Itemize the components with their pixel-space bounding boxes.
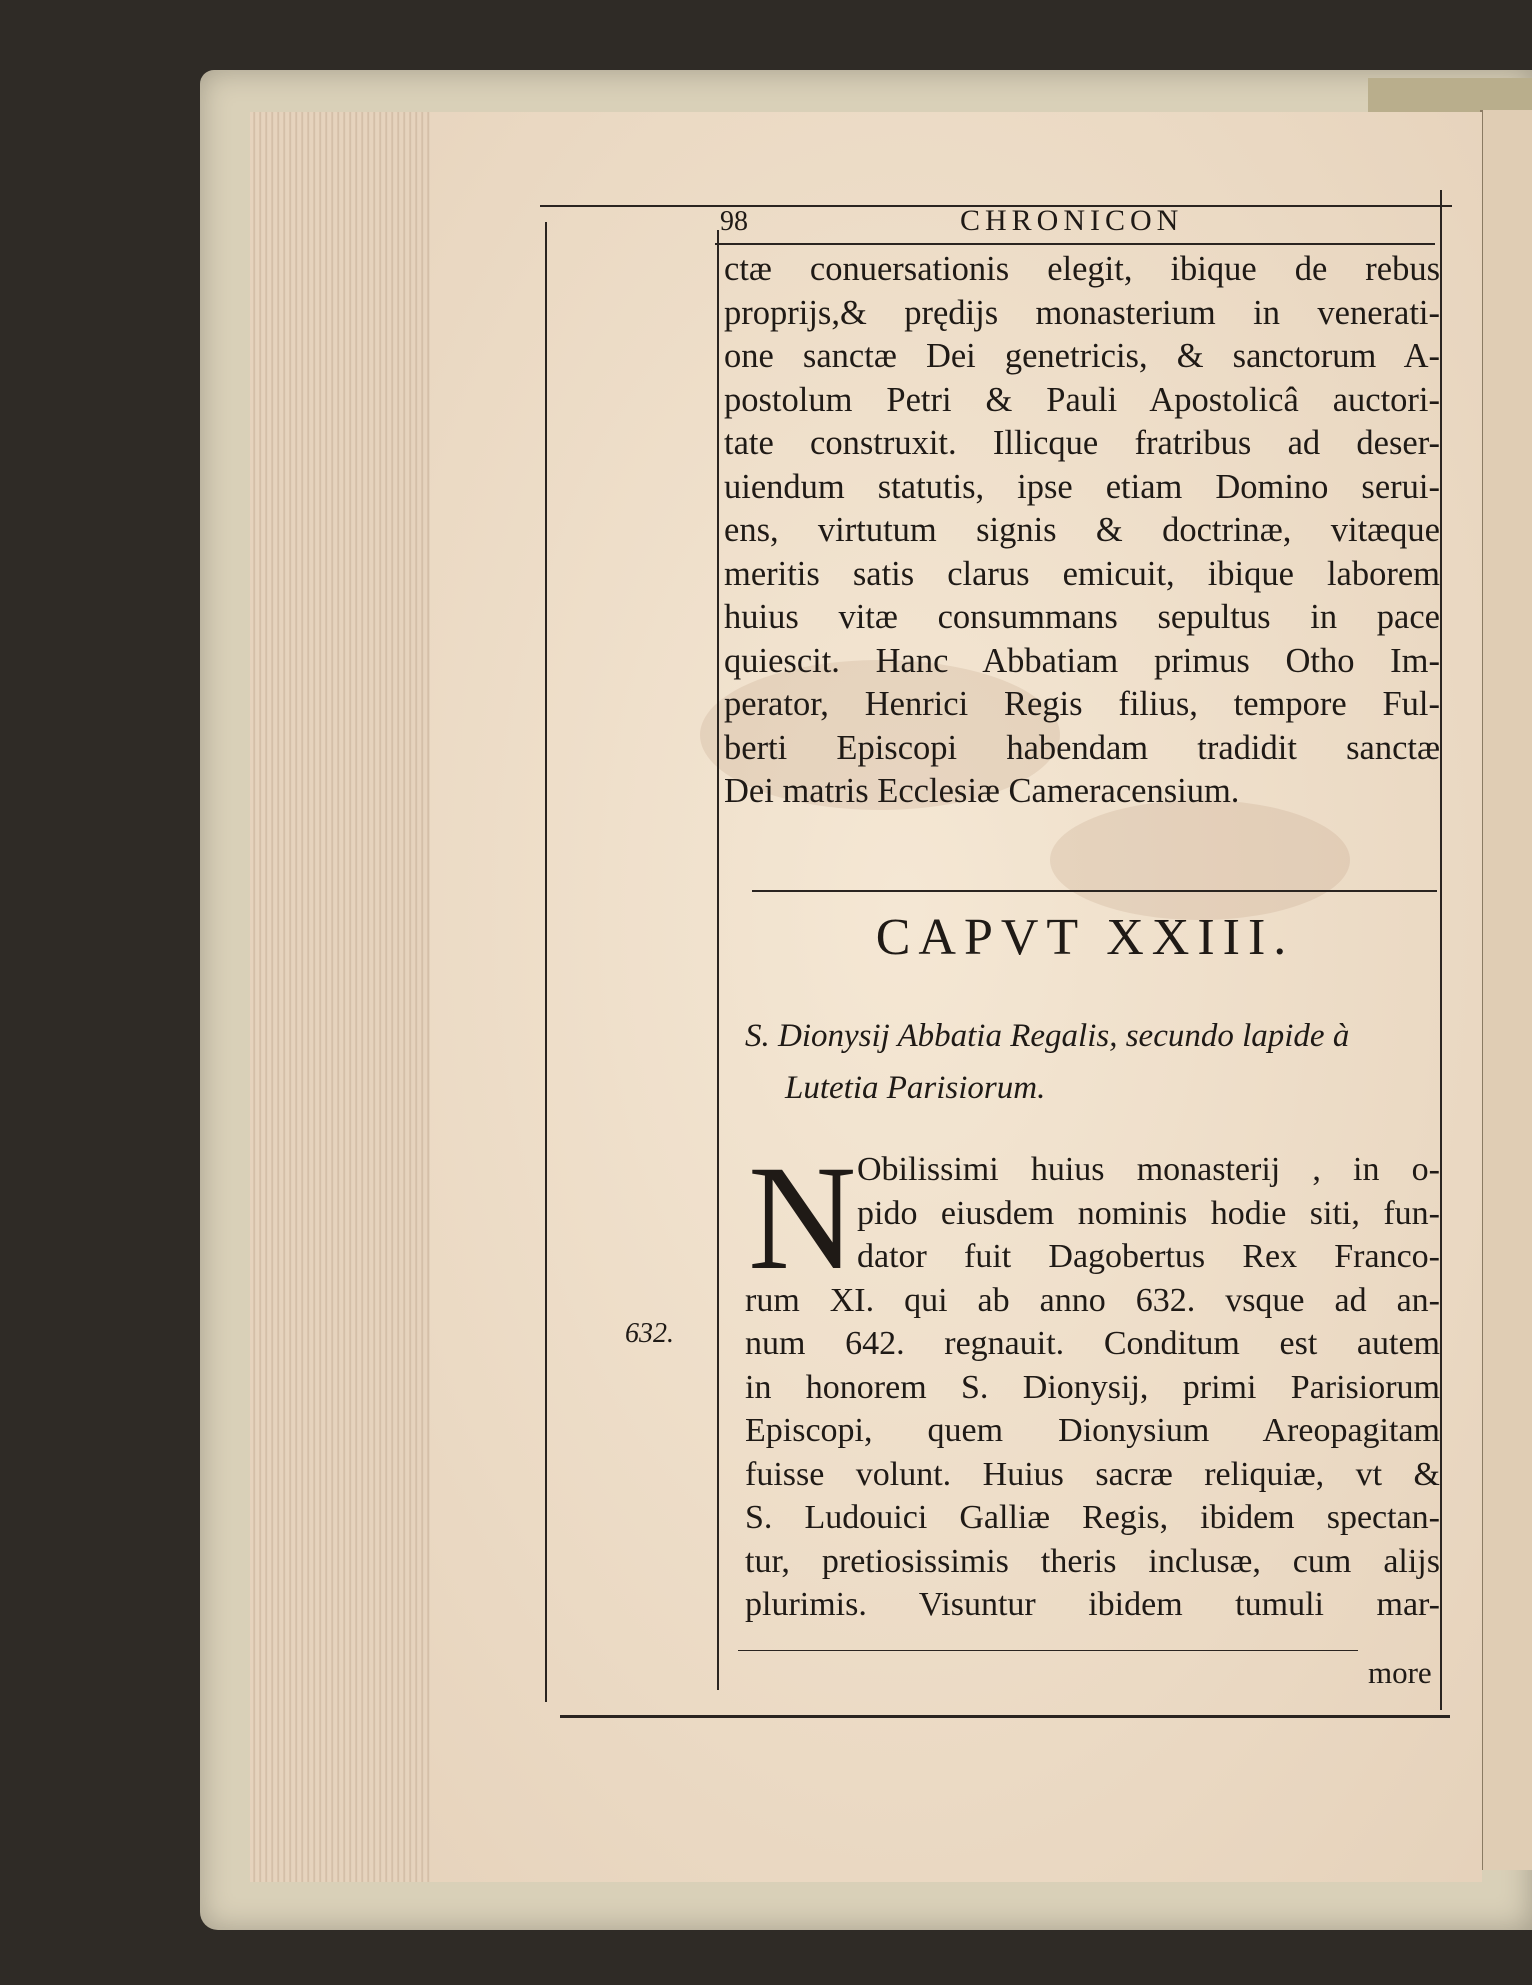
text-line: perator, Henrici Regis filius, tempore Ful-	[724, 685, 1440, 723]
text-line: pido eiusdem nominis hodie siti, fun-	[857, 1194, 1440, 1232]
drop-cap: N	[748, 1135, 857, 1301]
paragraph-1	[724, 248, 1440, 814]
subtitle-line: S. Dionysij Abbatia Regalis, secundo lapide à	[745, 1018, 1350, 1054]
paragraph-2	[745, 1135, 1440, 1627]
text-line: tate construxit. Illicque fratribus ad deser-	[724, 424, 1440, 462]
text-line: in honorem S. Dionysij, primi Parisiorum	[745, 1368, 1440, 1406]
page-block-edge	[250, 112, 440, 1882]
text-line: meritis satis clarus emicuit, ibique laborem	[724, 554, 1440, 593]
text-line: plurimis. Visuntur ibidem tumuli mar-	[745, 1586, 1440, 1623]
text-line: Obilissimi huius monasterij , in o-	[857, 1151, 1440, 1188]
text-line: Episcopi, quem Dionysium Areopagitam	[745, 1412, 1440, 1449]
frame-left-rule	[545, 222, 547, 1702]
catchword: more	[1368, 1655, 1432, 1690]
text-line: ctæ conuersationis elegit, ibique de rebus	[724, 250, 1440, 288]
footer-rule	[738, 1650, 1358, 1651]
text-line: S. Ludouici Galliæ Regis, ibidem spectan-	[745, 1499, 1440, 1536]
page-header	[720, 202, 1440, 244]
running-head: CHRONICON	[960, 204, 1184, 237]
text-line: quiescit. Hanc Abbatiam primus Otho Im-	[724, 641, 1440, 680]
facing-page-edge	[1480, 110, 1532, 1870]
page-number: 98	[720, 206, 748, 237]
text-line: uiendum statutis, ipse etiam Domino serui-	[724, 467, 1440, 506]
text-line: ens, virtutum signis & doctrinæ, vitæque	[724, 511, 1440, 549]
text-line: proprijs,& prędijs monasterium in venerati-	[724, 293, 1440, 332]
text-line: tur, pretiosissimis theris inclusæ, cum alijs	[745, 1542, 1440, 1580]
section-rule	[752, 890, 1437, 892]
text-line: Dei matris Ecclesiæ Cameracensium.	[724, 772, 1240, 810]
text-line: dator fuit Dagobertus Rex Franco-	[857, 1238, 1440, 1275]
text-line: berti Episcopi habendam tradidit sanctæ	[724, 728, 1440, 767]
text-line: rum XI. qui ab anno 632. vsque ad an-	[745, 1281, 1440, 1319]
text-line: num 642. regnauit. Conditum est autem	[745, 1325, 1440, 1362]
text-line: one sanctæ Dei genetricis, & sanctorum A-	[724, 337, 1440, 375]
frame-right-rule	[1440, 190, 1442, 1710]
text-line: huius vitæ consummans sepultus in pace	[724, 598, 1440, 636]
page-stain	[1050, 800, 1350, 920]
text-left-rule	[717, 230, 719, 1690]
chapter-title: CAPVT XXIII.	[875, 909, 1295, 966]
margin-note: 632.	[625, 1318, 674, 1349]
text-line: fuisse volunt. Huius sacræ reliquiæ, vt &	[745, 1455, 1440, 1493]
chapter-subtitle	[745, 1010, 1445, 1114]
subtitle-line: Lutetia Parisiorum.	[785, 1070, 1046, 1106]
bottom-rule	[560, 1715, 1450, 1718]
text-line: postolum Petri & Pauli Apostolicâ auctori-	[724, 380, 1440, 419]
